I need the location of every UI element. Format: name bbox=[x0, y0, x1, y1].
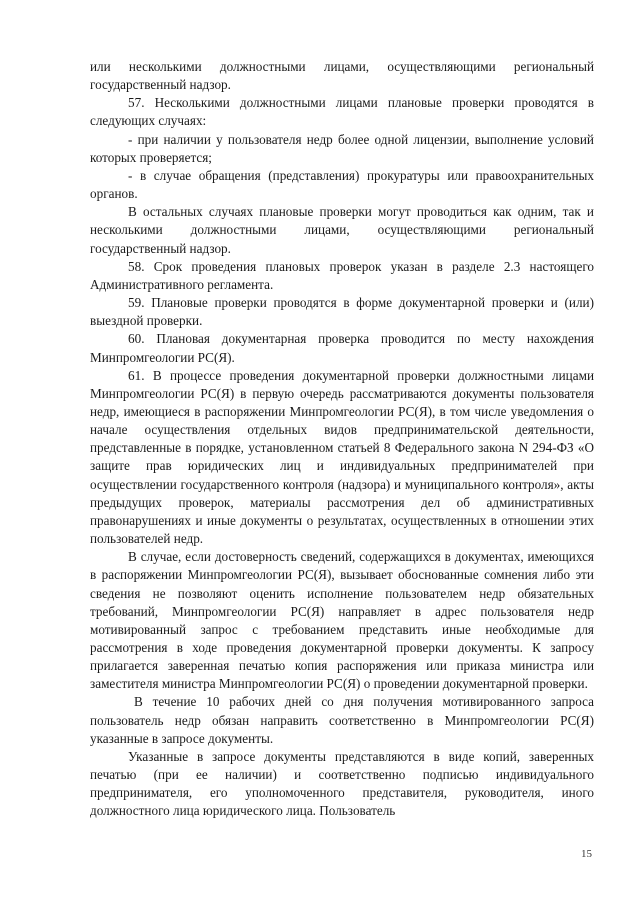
paragraph-61: 61. В процессе проведения документарной проверки должностными лицами Минпромгеологии РС(Я) в первую очередь рассматриваются документы пользователя недр, имеющиеся в распоряжении Минпромгеологии РС(Я), в том числе уведомления о начале осуществления отдельных видов предпринимательской деятельности, представленные в порядке, установленном статьей 8 Федерального закона N 294-ФЗ «О защите прав юридических лиц и индивидуальных предпринимателей при осуществлении государственного контроля (надзора) и муниципального контроля», акты предыдущих проверок, материалы рассмотрения дел об административных правонарушениях и иные документы о результатах, осуществленных в отношении этих пользователей недр. bbox=[90, 367, 594, 547]
list-item-licenses: - при наличии у пользователя недр более одной лицензии, выполнение условий которых проверяется; bbox=[90, 131, 594, 165]
paragraph-58: 58. Срок проведения плановых проверок указан в разделе 2.3 настоящего Административного регламента. bbox=[90, 258, 594, 292]
paragraph-59: 59. Плановые проверки проводятся в форме документарной проверки и (или) выездной проверки. bbox=[90, 295, 594, 329]
paragraph-ten-days: В течение 10 рабочих дней со дня получения мотивированного запроса пользователь недр обязан направить соответственно в Минпромгеологии РС(Я) указанные в запросе документы. bbox=[90, 694, 594, 746]
paragraph-60: 60. Плановая документарная проверка проводится по месту нахождения Минпромгеологии РС(Я). bbox=[90, 331, 594, 365]
page-number: 15 bbox=[581, 848, 592, 860]
paragraph-continuation: или несколькими должностными лицами, осуществляющими региональный государственный надзор. bbox=[90, 59, 594, 93]
document-body bbox=[90, 58, 594, 821]
paragraph-copies: Указанные в запросе документы представляются в виде копий, заверенных печатью (при ее наличии) и соответственно подписью индивидуального предпринимателя, его уполномоченного представителя, руководителя, иного должностного лица юридического лица. Пользователь bbox=[90, 748, 594, 819]
paragraph-reliability: В случае, если достоверность сведений, содержащихся в документах, имеющихся в распоряжении Минпромгеологии РС(Я), вызывает обоснованные сомнения либо эти сведения не позволяют оценить исполнение пользователем недр обязательных требований, Минпромгеологии РС(Я) направляет в адрес пользователя недр мотивированный запрос с требованием представить иные необходимые для рассмотрения в ходе проведения документарной проверки документы. К запросу прилагается заверенная печатью копия распоряжения или приказа министра или заместителя министра Минпромгеологии РС(Я) о проведении документарной проверки. bbox=[90, 549, 594, 692]
list-item-prosecution: - в случае обращения (представления) прокуратуры или правоохранительных органов. bbox=[90, 167, 594, 202]
paragraph-other-cases: В остальных случаях плановые проверки могут проводиться как одним, так и несколькими должностными лицами, осуществляющими региональный государственный надзор. bbox=[90, 204, 594, 256]
paragraph-57: 57. Несколькими должностными лицами плановые проверки проводятся в следующих случаях: bbox=[90, 95, 594, 129]
